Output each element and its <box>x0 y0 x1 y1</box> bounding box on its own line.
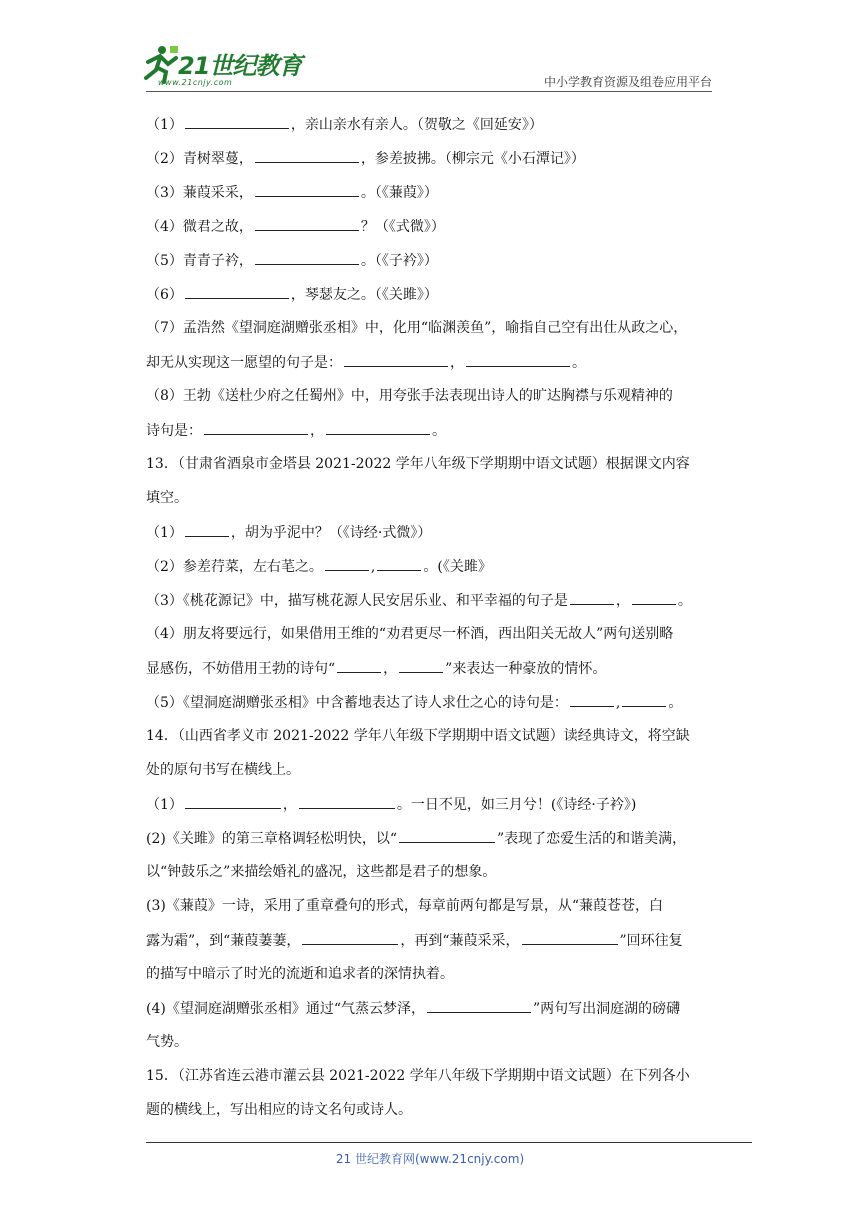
item-line: （2）青树翠蔓， ，参差披拂。（柳宗元《小石潭记》） <box>146 148 585 169</box>
item-line: 却无从实现这一愿望的句子是： ， 。 <box>146 352 586 373</box>
item-line: 诗句是： ， 。 <box>146 420 446 441</box>
question-14-title-cont: 处的原句书写在横线上。 <box>146 762 300 778</box>
item-line: （4）微君之故， ？（《式微》） <box>146 216 445 237</box>
item-line: 露为霜”，到“蒹葭萋萋， ，再到“蒹葭采采， ”回环往复 <box>146 930 683 951</box>
answer-blank[interactable] <box>204 420 308 435</box>
answer-blank[interactable] <box>522 930 618 945</box>
answer-blank[interactable] <box>255 250 359 265</box>
answer-blank[interactable] <box>337 658 381 673</box>
item-line: （1） ，亲山亲水有亲人。（贺敬之《回延安》） <box>146 114 543 135</box>
answer-blank[interactable] <box>185 284 289 299</box>
item-line: （6） ，琴瑟友之。（《关雎》） <box>146 284 438 305</box>
item-line: （3）蒹葭采采， 。（《蒹葭》） <box>146 182 438 203</box>
answer-blank[interactable] <box>344 352 448 367</box>
item-line: （1） ， 。一日不见，如三月兮！(《诗经·子衿》) <box>146 794 636 815</box>
item-line: （1） ，胡为乎泥中？（《诗经·式微》） <box>146 522 431 543</box>
answer-blank[interactable] <box>255 216 359 231</box>
item-line: （5）《望洞庭湖赠张丞相》中含蓄地表达了诗人求仕之心的诗句是： , 。 <box>146 692 682 713</box>
answer-blank[interactable] <box>185 114 289 129</box>
answer-blank[interactable] <box>302 930 398 945</box>
platform-name: 中小学教育资源及组卷应用平台 <box>543 75 712 89</box>
item-line: 气势。 <box>146 1034 188 1050</box>
header-divider <box>146 91 712 92</box>
site-logo <box>140 44 320 92</box>
footer-divider <box>146 1142 752 1143</box>
item-line: （8）王勃《送杜少府之任蜀州》中，用夸张手法表现出诗人的旷达胸襟与乐观精神的 <box>146 388 673 404</box>
answer-blank[interactable] <box>622 692 666 707</box>
item-line: 以“钟鼓乐之”来描绘婚礼的盛况，这些都是君子的想象。 <box>146 864 497 880</box>
item-line: 的描写中暗示了时光的流逝和追求者的深情执着。 <box>146 966 454 982</box>
item-line: (4)《望洞庭湖赠张丞相》通过“气蒸云梦泽， ”两句写出洞庭湖的磅礴 <box>146 998 680 1019</box>
answer-blank[interactable] <box>466 352 570 367</box>
answer-blank[interactable] <box>399 658 443 673</box>
item-line: （7）孟浩然《望洞庭湖赠张丞相》中，化用“临渊羡鱼”，喻指自己空有出仕从政之心， <box>146 320 688 336</box>
footer-text[interactable]: 21 世纪教育网(www.21cnjy.com) <box>335 1152 525 1166</box>
answer-blank[interactable] <box>377 556 421 571</box>
question-15-title-cont: 题的横线上，写出相应的诗文名句或诗人。 <box>146 1102 412 1118</box>
logo-url: www.21cnjy.com <box>158 78 233 87</box>
answer-blank[interactable] <box>427 998 531 1013</box>
page-header <box>0 0 860 100</box>
answer-blank[interactable] <box>255 182 359 197</box>
logo-text: 21世纪教育 <box>178 52 302 80</box>
item-line: （4）朋友将要远行，如果借用王维的“劝君更尽一杯酒，西出阳关无故人”两句送别略 <box>146 626 674 642</box>
answer-blank[interactable] <box>255 148 359 163</box>
answer-blank[interactable] <box>299 794 395 809</box>
item-line: （3）《桃花源记》中，描写桃花源人民安居乐业、和平幸福的句子是 ， 。 <box>146 590 692 611</box>
answer-blank[interactable] <box>185 522 229 537</box>
answer-blank[interactable] <box>325 556 369 571</box>
question-13-title-cont: 填空。 <box>146 490 188 506</box>
item-line: (3)《蒹葭》一诗，采用了重章叠句的形式，每章前两句都是写景，从“蒹葭苍苍，白 <box>146 898 663 914</box>
answer-blank[interactable] <box>632 590 676 605</box>
answer-blank[interactable] <box>570 590 614 605</box>
question-13-title: 13．（甘肃省酒泉市金塔县 2021-2022 学年八年级下学期期中语文试题）根据课文内容 <box>146 456 690 472</box>
item-line: （5）青青子衿， 。（《子衿》） <box>146 250 438 271</box>
answer-blank[interactable] <box>326 420 430 435</box>
question-15-title: 15．（江苏省连云港市灌云县 2021-2022 学年八年级下学期期中语文试题）在下列各小 <box>146 1068 690 1084</box>
answer-blank[interactable] <box>399 828 495 843</box>
question-14-title: 14．（山西省孝义市 2021-2022 学年八年级下学期期中语文试题）读经典诗文，将空缺 <box>146 728 690 744</box>
item-line: （2）参差荇菜，左右芼之。 , 。(《关雎》 <box>146 556 492 577</box>
answer-blank[interactable] <box>570 692 614 707</box>
item-line: 显感伤，不妨借用王勃的诗句“ ， ”来表达一种豪放的情怀。 <box>146 658 606 679</box>
item-line: (2)《关雎》的第三章格调轻松明快，以“ ”表现了恋爱生活的和谐美满， <box>146 828 686 849</box>
answer-blank[interactable] <box>185 794 281 809</box>
